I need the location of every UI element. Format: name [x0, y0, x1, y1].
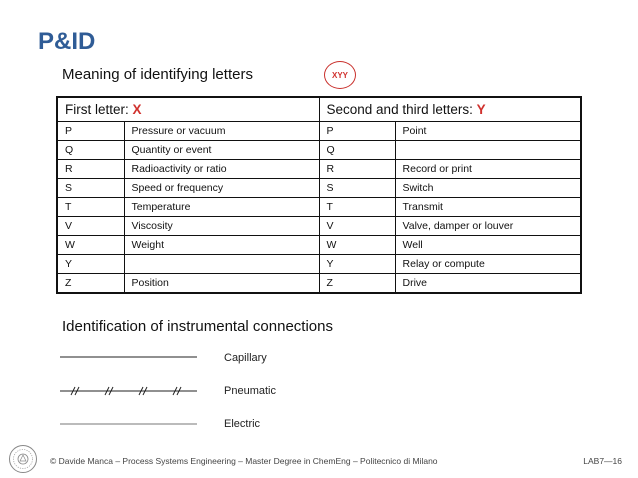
header-first-letter [57, 97, 319, 122]
electric-label: Electric [224, 418, 261, 430]
page-number: LAB7—16 [583, 456, 622, 466]
first-meaning-cell: Quantity or event [124, 141, 319, 160]
header-first-x: X [132, 102, 142, 117]
header-second-third-letters [319, 97, 581, 122]
first-meaning-cell: Viscosity [124, 217, 319, 236]
footer-credit: © Davide Manca – Process Systems Engineering – Master Degree in ChemEng – Politecnico di Milano [50, 456, 438, 466]
table-body [57, 122, 581, 294]
electric-line-icon [60, 419, 197, 429]
table-row [57, 179, 581, 198]
first-letter-cell: Q [57, 141, 124, 160]
first-letter-cell: P [57, 122, 124, 141]
first-letter-cell: Y [57, 255, 124, 274]
xyy-tag-circle [324, 61, 356, 89]
slide-title: P&ID [38, 28, 96, 55]
second-meaning-cell: Point [395, 122, 581, 141]
first-meaning-cell: Temperature [124, 198, 319, 217]
first-meaning-cell: Radioactivity or ratio [124, 160, 319, 179]
identifying-letters-table [56, 96, 582, 294]
second-letter-cell: T [319, 198, 395, 217]
second-letter-cell: S [319, 179, 395, 198]
second-letter-cell: Z [319, 274, 395, 294]
university-seal-icon [8, 444, 38, 474]
second-letter-cell: P [319, 122, 395, 141]
header-first-text: First letter: [65, 102, 129, 117]
first-letter-cell: W [57, 236, 124, 255]
second-meaning-cell: Relay or compute [395, 255, 581, 274]
first-meaning-cell [124, 255, 319, 274]
header-second-text: Second and third letters: [326, 102, 473, 117]
first-meaning-cell: Position [124, 274, 319, 294]
pneumatic-label: Pneumatic [224, 385, 276, 397]
first-meaning-cell: Weight [124, 236, 319, 255]
header-second-y: Y [476, 102, 486, 117]
table-header-row [57, 97, 581, 122]
second-meaning-cell: Valve, damper or louver [395, 217, 581, 236]
capillary-line-icon [60, 352, 197, 362]
second-letter-cell: Q [319, 141, 395, 160]
second-meaning-cell: Drive [395, 274, 581, 294]
first-letter-cell: R [57, 160, 124, 179]
first-letter-cell: T [57, 198, 124, 217]
second-meaning-cell: Well [395, 236, 581, 255]
table-row [57, 274, 581, 294]
table-row [57, 141, 581, 160]
second-letter-cell: R [319, 160, 395, 179]
first-meaning-cell: Pressure or vacuum [124, 122, 319, 141]
second-meaning-cell: Record or print [395, 160, 581, 179]
second-letter-cell: W [319, 236, 395, 255]
pneumatic-line-icon [60, 384, 197, 398]
first-letter-cell: V [57, 217, 124, 236]
second-meaning-cell: Transmit [395, 198, 581, 217]
capillary-label: Capillary [224, 352, 267, 364]
table-row [57, 217, 581, 236]
second-letter-cell: V [319, 217, 395, 236]
connections-heading: Identification of instrumental connections [62, 318, 333, 335]
second-meaning-cell: Switch [395, 179, 581, 198]
table-row [57, 122, 581, 141]
first-letter-cell: Z [57, 274, 124, 294]
second-meaning-cell [395, 141, 581, 160]
first-letter-cell: S [57, 179, 124, 198]
table-row [57, 160, 581, 179]
table-row [57, 198, 581, 217]
meaning-heading: Meaning of identifying letters [62, 66, 253, 83]
table-row [57, 255, 581, 274]
first-meaning-cell: Speed or frequency [124, 179, 319, 198]
table-row [57, 236, 581, 255]
xyy-tag-label: XYY [331, 70, 348, 80]
second-letter-cell: Y [319, 255, 395, 274]
